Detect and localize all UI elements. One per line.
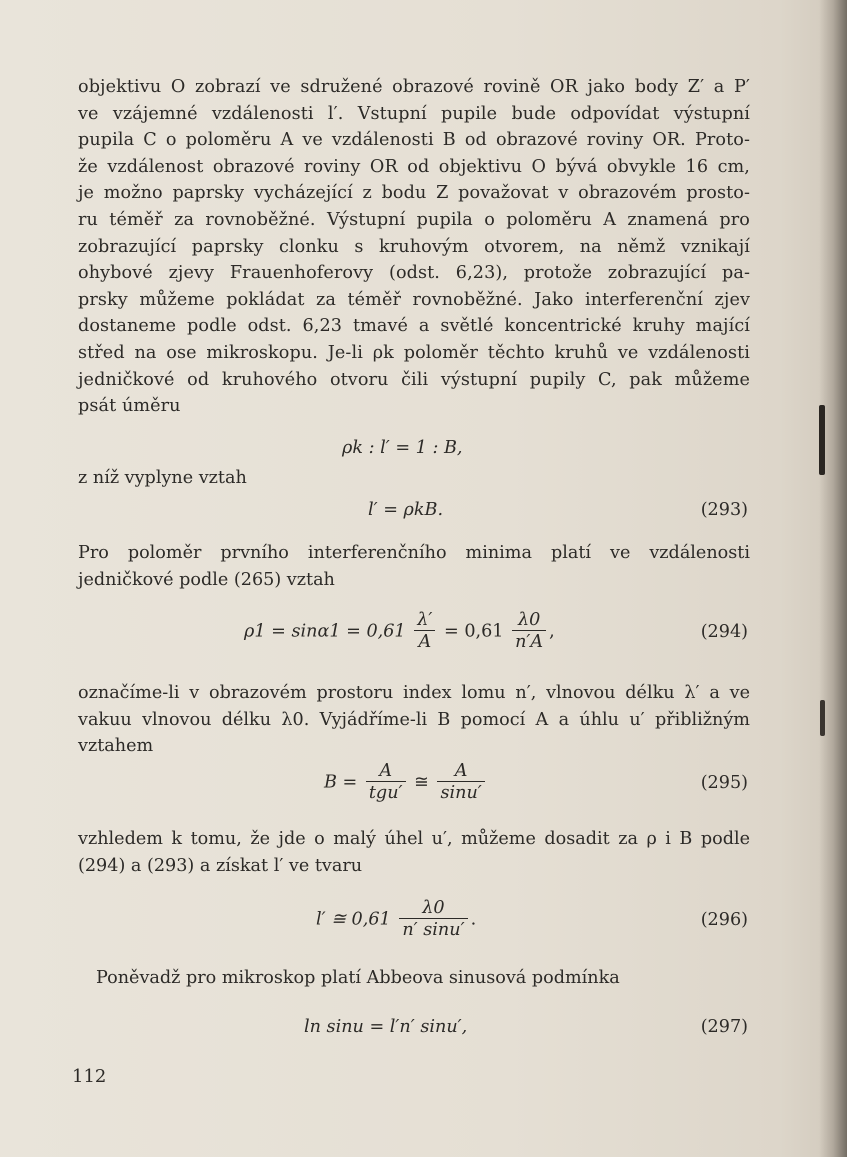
text-line: ohybové zjevy Frauenhoferovy (odst. 6,23), protože zobrazující pa-	[78, 263, 750, 284]
equation-number: (297)	[700, 1017, 748, 1037]
fraction	[437, 761, 484, 804]
equation-number: (294)	[700, 622, 748, 642]
fraction-numerator: λ′	[414, 610, 435, 631]
text-line: prsky můžeme pokládat za téměř rovnoběžné. Jako interferenční zjev	[78, 289, 750, 310]
book-spine-shadow	[819, 0, 847, 1157]
spine-mark	[819, 405, 825, 475]
equation-lhs: B =	[324, 772, 358, 793]
equation-middle: = 0,61	[443, 621, 504, 642]
equation-lhs: l′ ≅ 0,61	[316, 909, 391, 930]
equation-expression: l′ = ρkB.	[368, 500, 444, 520]
equation-expression	[244, 610, 555, 653]
text-line: dostaneme podle odst. 6,23 tmavé a světlé koncentrické kruhy mající	[78, 316, 750, 337]
text-line: jedničkové podle (265) vztah	[78, 569, 335, 590]
equation-296	[78, 892, 750, 948]
text-line: vzhledem k tomu, že jde o malý úhel u′, můžeme dosadit za ρ i B podle	[78, 829, 750, 849]
equation-expression: ln sinu = l′n′ sinu′,	[304, 1017, 468, 1037]
fraction-denominator: sinu′	[440, 783, 482, 803]
equation-number: (295)	[700, 773, 748, 793]
fraction-numerator: A	[366, 761, 406, 782]
fraction-denominator: tgu′	[368, 783, 403, 803]
text-line: vztahem	[78, 736, 154, 757]
spine-mark	[820, 700, 825, 736]
text-line: Poněvadž pro mikroskop platí Abbeova sinusová podmínka	[96, 968, 620, 988]
text-line: (294) a (293) a získat l′ ve tvaru	[78, 855, 363, 876]
equation-number: (296)	[700, 910, 748, 930]
fraction	[366, 761, 406, 804]
paragraph-4	[78, 680, 750, 760]
equation-expression: ρk : l′ = 1 : B,	[342, 438, 463, 458]
page-text	[78, 74, 750, 420]
equation-lhs: ρ1 = sinα1 = 0,61	[244, 621, 406, 642]
text-line: střed na ose mikroskopu. Je-li ρk poloměr těchto kruhů ve vzdálenosti	[78, 342, 750, 363]
text-line: z níž vyplyne vztah	[78, 468, 247, 488]
text-line: psát úměru	[78, 396, 181, 417]
equation-tail: .	[470, 909, 477, 930]
fraction-denominator: n′A	[515, 632, 544, 652]
text-line: označíme-li v obrazovém prostoru index lomu n′, vlnovou délku λ′ a ve	[78, 683, 750, 703]
equation-expression	[316, 898, 476, 941]
text-line: zobrazující paprsky clonku s kruhovým otvorem, na němž vznikají	[78, 236, 750, 257]
text-line: pupila C o poloměru A ve vzdálenosti B od obrazové roviny OR. Proto-	[78, 130, 750, 151]
text-line: objektivu O zobrazí ve sdružené obrazové rovině OR jako body Z′ a P′	[78, 77, 750, 97]
equation-middle: ≅	[414, 772, 429, 793]
fraction-numerator: λ0	[399, 898, 467, 919]
paragraph-5	[78, 826, 750, 879]
text-line: ve vzájemné vzdálenosti l′. Vstupní pupile bude odpovídat výstupní	[78, 103, 750, 124]
equation-294	[78, 604, 750, 660]
paragraph-3	[78, 540, 750, 593]
equation-295	[78, 755, 750, 811]
fraction	[414, 610, 435, 653]
fraction-numerator: λ0	[512, 610, 546, 631]
text-line: vakuu vlnovou délku λ0. Vyjádříme-li B pomocí A a úhlu u′ přibližným	[78, 709, 750, 730]
text-line: že vzdálenost obrazové roviny OR od objektivu O bývá obvykle 16 cm,	[78, 156, 750, 177]
text-line: je možno paprsky vycházející z bodu Z považovat v obrazovém prosto-	[78, 183, 750, 204]
text-line: Pro poloměr prvního interferenčního minima platí ve vzdálenosti	[78, 543, 750, 563]
fraction-numerator: A	[437, 761, 484, 782]
fraction-denominator: A	[418, 632, 432, 652]
equation-tail: ,	[549, 621, 555, 642]
equation-number: (293)	[700, 500, 748, 520]
paragraph-1	[78, 74, 750, 420]
fraction-denominator: n′ sinu′	[402, 920, 465, 940]
text-line: jedničkové od kruhového otvoru čili výstupní pupily C, pak můžeme	[78, 369, 750, 390]
fraction	[399, 898, 467, 941]
text-line: ru téměř za rovnoběžné. Výstupní pupila o poloměru A znamená pro	[78, 209, 750, 230]
page-number: 112	[72, 1066, 107, 1087]
fraction	[512, 610, 546, 653]
equation-expression	[324, 761, 488, 804]
